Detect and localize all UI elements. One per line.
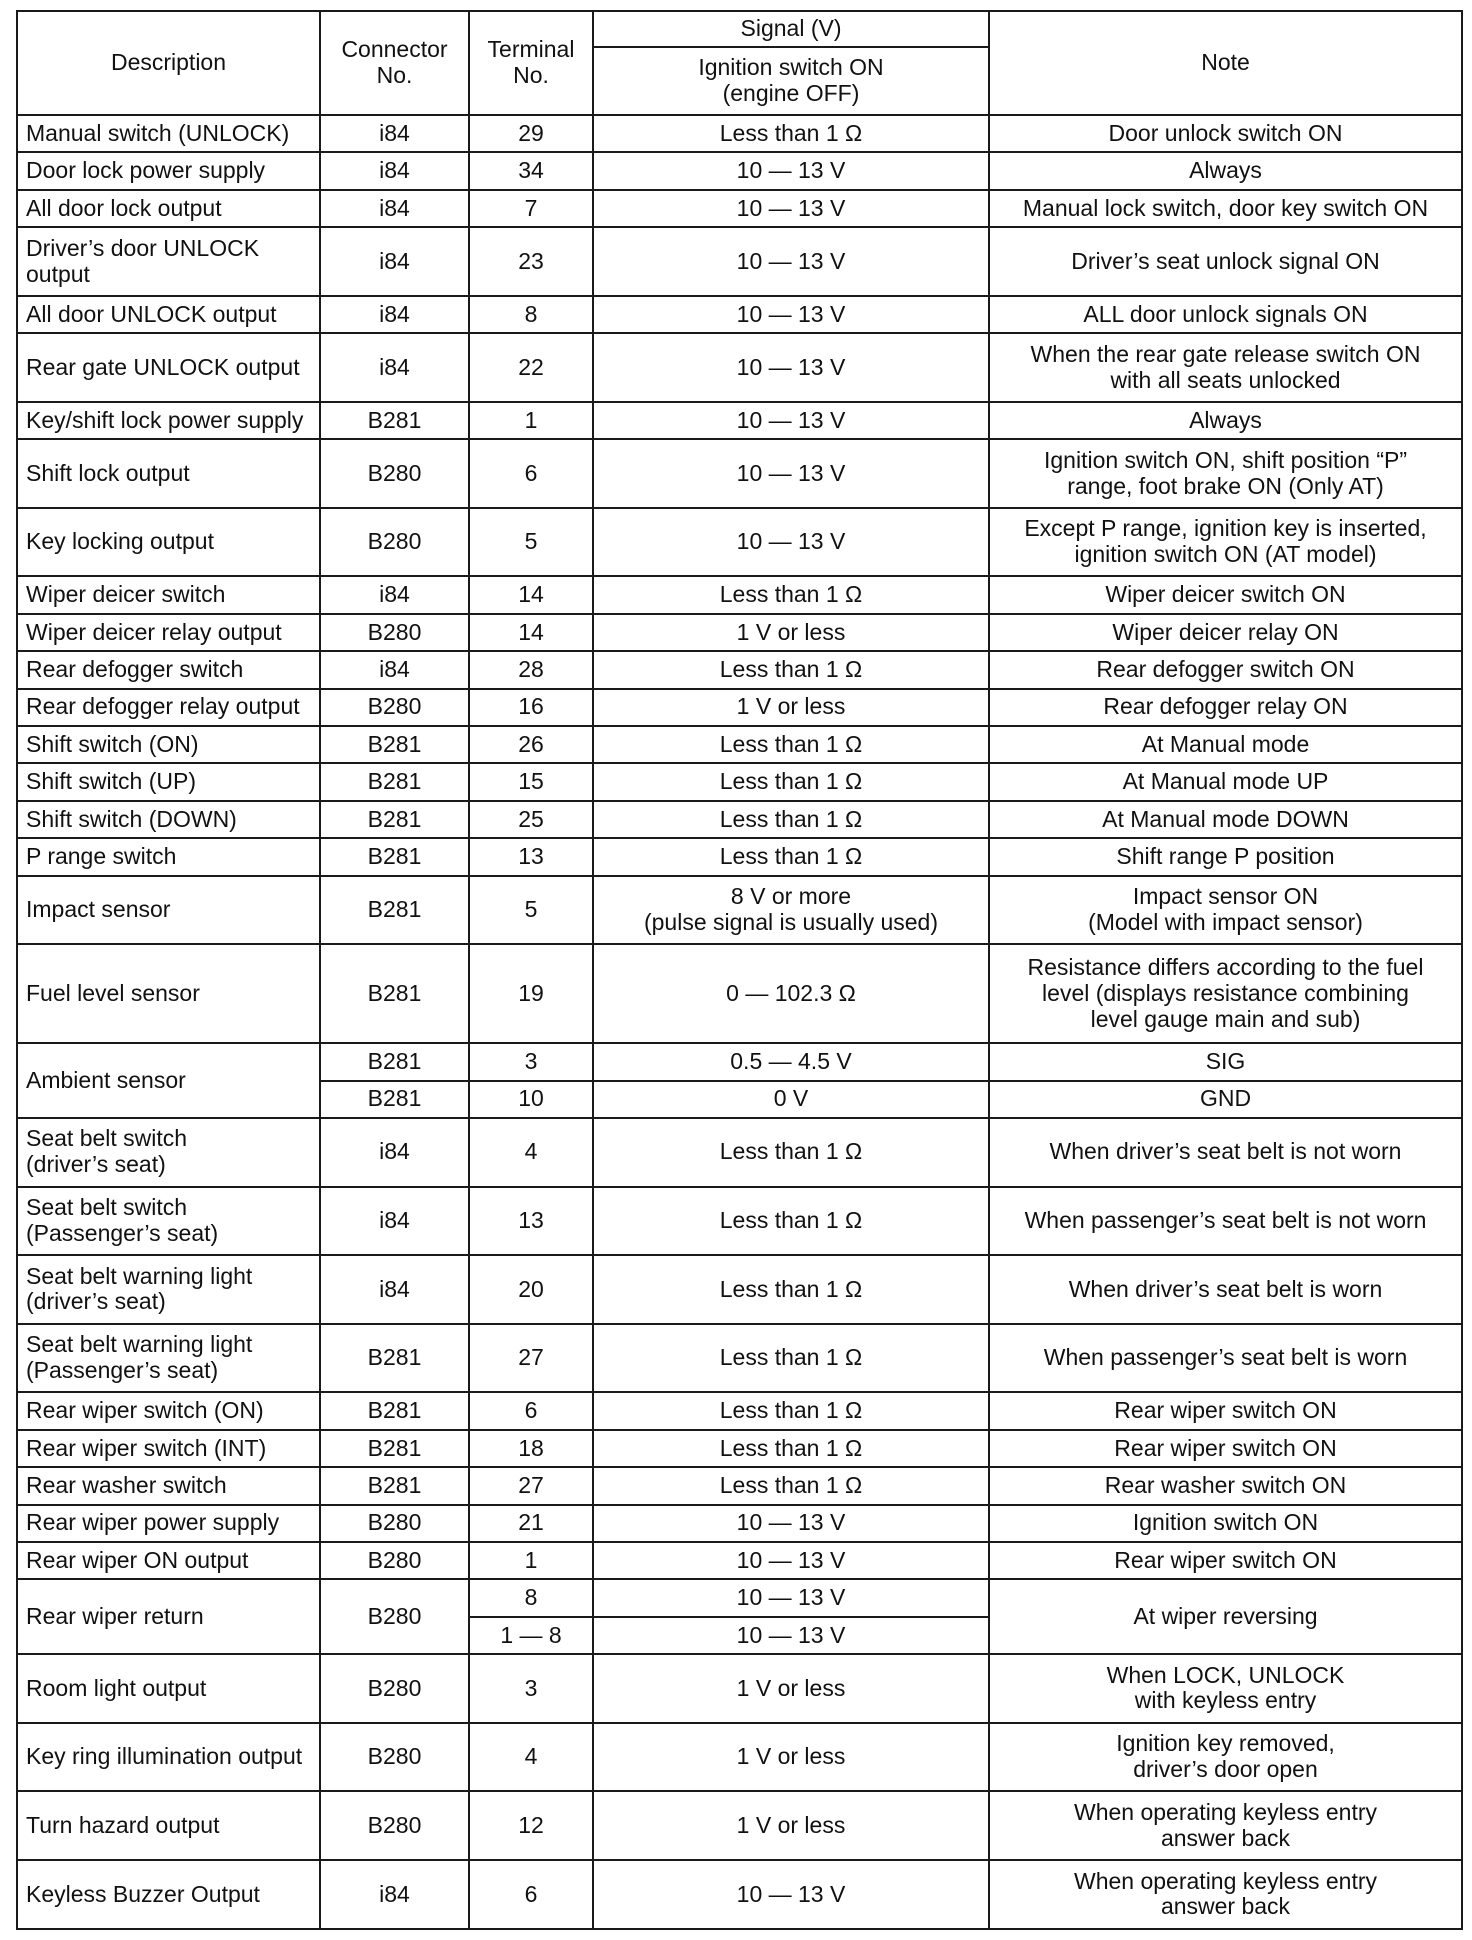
note-cell: Door unlock switch ON <box>989 115 1462 152</box>
table-row <box>17 801 1462 838</box>
terminal-cell: 4 <box>469 1723 593 1792</box>
header-condition: Ignition switch ON (engine OFF) <box>593 47 989 115</box>
note-cell: Rear wiper switch ON <box>989 1392 1462 1429</box>
terminal-cell: 1 — 8 <box>469 1617 593 1654</box>
terminal-cell: 12 <box>469 1791 593 1860</box>
connector-cell: i84 <box>320 152 469 189</box>
description-cell: Shift switch (DOWN) <box>17 801 320 838</box>
signal-cell: 1 V or less <box>593 689 989 726</box>
terminal-cell: 19 <box>469 944 593 1043</box>
signal-cell: 10 — 13 V <box>593 1617 989 1654</box>
note-cell: Wiper deicer switch ON <box>989 576 1462 613</box>
description-cell: All door lock output <box>17 190 320 227</box>
table-row <box>17 1505 1462 1542</box>
terminal-cell: 14 <box>469 576 593 613</box>
terminal-cell: 6 <box>469 1860 593 1929</box>
note-cell: GND <box>989 1081 1462 1118</box>
connector-cell: i84 <box>320 651 469 688</box>
description-cell: Shift lock output <box>17 439 320 508</box>
table-row <box>17 1430 1462 1467</box>
signal-cell: 0 V <box>593 1081 989 1118</box>
terminal-cell: 8 <box>469 1579 593 1616</box>
terminal-cell: 23 <box>469 227 593 296</box>
note-cell: Rear washer switch ON <box>989 1467 1462 1504</box>
signal-cell: 10 — 13 V <box>593 1542 989 1579</box>
signal-cell: Less than 1 Ω <box>593 801 989 838</box>
table-row <box>17 651 1462 688</box>
terminal-cell: 21 <box>469 1505 593 1542</box>
signal-cell: 10 — 13 V <box>593 1579 989 1616</box>
note-cell: SIG <box>989 1043 1462 1080</box>
connector-cell: B281 <box>320 1324 469 1393</box>
signal-cell: Less than 1 Ω <box>593 1118 989 1187</box>
connector-cell: B281 <box>320 801 469 838</box>
table-row <box>17 152 1462 189</box>
connector-cell: i84 <box>320 115 469 152</box>
signal-cell: 10 — 13 V <box>593 402 989 439</box>
description-cell: Wiper deicer switch <box>17 576 320 613</box>
table-row <box>17 333 1462 402</box>
terminal-cell: 3 <box>469 1654 593 1723</box>
description-cell: Seat belt warning light (driver’s seat) <box>17 1255 320 1324</box>
description-cell: Room light output <box>17 1654 320 1723</box>
description-cell: Driver’s door UNLOCK output <box>17 227 320 296</box>
signal-cell: 10 — 13 V <box>593 439 989 508</box>
table-row <box>17 1467 1462 1504</box>
table-row <box>17 508 1462 577</box>
connector-cell: i84 <box>320 1118 469 1187</box>
description-cell: Shift switch (ON) <box>17 726 320 763</box>
terminal-cell: 27 <box>469 1467 593 1504</box>
table-row <box>17 1255 1462 1324</box>
terminal-cell: 15 <box>469 763 593 800</box>
signal-cell: Less than 1 Ω <box>593 1324 989 1393</box>
signal-cell: 0.5 — 4.5 V <box>593 1043 989 1080</box>
description-cell: Turn hazard output <box>17 1791 320 1860</box>
table-row <box>17 190 1462 227</box>
signal-cell: 8 V or more (pulse signal is usually used) <box>593 876 989 945</box>
table-row <box>17 944 1462 1043</box>
description-cell: Fuel level sensor <box>17 944 320 1043</box>
description-cell: Rear defogger switch <box>17 651 320 688</box>
note-cell: Impact sensor ON (Model with impact sensor) <box>989 876 1462 945</box>
signal-cell: Less than 1 Ω <box>593 1392 989 1429</box>
note-cell: Rear defogger relay ON <box>989 689 1462 726</box>
table-row <box>17 1723 1462 1792</box>
connector-cell: B280 <box>320 1505 469 1542</box>
connector-cell: B280 <box>320 689 469 726</box>
connector-cell: B281 <box>320 402 469 439</box>
description-cell: Ambient sensor <box>17 1043 320 1118</box>
table-body <box>17 115 1462 1929</box>
signal-cell: 1 V or less <box>593 1723 989 1792</box>
connector-cell: B281 <box>320 1430 469 1467</box>
terminal-cell: 20 <box>469 1255 593 1324</box>
signal-cell: 10 — 13 V <box>593 152 989 189</box>
header-description: Description <box>17 11 320 115</box>
connector-cell: B280 <box>320 1723 469 1792</box>
connector-cell: B281 <box>320 1467 469 1504</box>
description-cell: All door UNLOCK output <box>17 296 320 333</box>
table-row <box>17 227 1462 296</box>
note-cell: When passenger’s seat belt is worn <box>989 1324 1462 1393</box>
table-row <box>17 439 1462 508</box>
table-row <box>17 1791 1462 1860</box>
description-cell: Key ring illumination output <box>17 1723 320 1792</box>
terminal-cell: 18 <box>469 1430 593 1467</box>
description-cell: Manual switch (UNLOCK) <box>17 115 320 152</box>
signal-spec-table <box>16 10 1463 1930</box>
note-cell: At Manual mode <box>989 726 1462 763</box>
terminal-cell: 10 <box>469 1081 593 1118</box>
note-cell: ALL door unlock signals ON <box>989 296 1462 333</box>
connector-cell: B281 <box>320 1043 469 1080</box>
terminal-cell: 13 <box>469 838 593 875</box>
connector-cell: B281 <box>320 763 469 800</box>
terminal-cell: 22 <box>469 333 593 402</box>
terminal-cell: 27 <box>469 1324 593 1393</box>
terminal-cell: 6 <box>469 1392 593 1429</box>
signal-cell: 1 V or less <box>593 1791 989 1860</box>
signal-cell: 10 — 13 V <box>593 1505 989 1542</box>
description-cell: P range switch <box>17 838 320 875</box>
signal-cell: Less than 1 Ω <box>593 1430 989 1467</box>
terminal-cell: 34 <box>469 152 593 189</box>
signal-cell: 10 — 13 V <box>593 333 989 402</box>
note-cell: Rear defogger switch ON <box>989 651 1462 688</box>
note-cell: When driver’s seat belt is not worn <box>989 1118 1462 1187</box>
description-cell: Rear gate UNLOCK output <box>17 333 320 402</box>
table-row <box>17 1579 1462 1616</box>
signal-cell: Less than 1 Ω <box>593 576 989 613</box>
description-cell: Key/shift lock power supply <box>17 402 320 439</box>
note-cell: Except P range, ignition key is inserted, ignition switch ON (AT model) <box>989 508 1462 577</box>
note-cell: Always <box>989 152 1462 189</box>
description-cell: Rear defogger relay output <box>17 689 320 726</box>
note-cell: Shift range P position <box>989 838 1462 875</box>
table-row <box>17 1324 1462 1393</box>
description-cell: Rear wiper power supply <box>17 1505 320 1542</box>
table-row <box>17 1043 1462 1080</box>
note-cell: Ignition switch ON <box>989 1505 1462 1542</box>
terminal-cell: 5 <box>469 876 593 945</box>
terminal-cell: 1 <box>469 1542 593 1579</box>
table-row <box>17 115 1462 152</box>
note-cell: Rear wiper switch ON <box>989 1542 1462 1579</box>
terminal-cell: 25 <box>469 801 593 838</box>
note-cell: Ignition key removed, driver’s door open <box>989 1723 1462 1792</box>
description-cell: Rear wiper switch (INT) <box>17 1430 320 1467</box>
signal-cell: Less than 1 Ω <box>593 651 989 688</box>
connector-cell: i84 <box>320 333 469 402</box>
header-signal: Signal (V) <box>593 11 989 47</box>
signal-cell: 1 V or less <box>593 1654 989 1723</box>
signal-cell: Less than 1 Ω <box>593 115 989 152</box>
signal-cell: 10 — 13 V <box>593 508 989 577</box>
description-cell: Rear wiper ON output <box>17 1542 320 1579</box>
terminal-cell: 1 <box>469 402 593 439</box>
terminal-cell: 16 <box>469 689 593 726</box>
connector-cell: i84 <box>320 190 469 227</box>
description-cell: Rear washer switch <box>17 1467 320 1504</box>
description-cell: Keyless Buzzer Output <box>17 1860 320 1929</box>
note-cell: When operating keyless entry answer back <box>989 1791 1462 1860</box>
table-row <box>17 576 1462 613</box>
connector-cell: B280 <box>320 508 469 577</box>
note-cell: When LOCK, UNLOCK with keyless entry <box>989 1654 1462 1723</box>
note-cell: At wiper reversing <box>989 1579 1462 1654</box>
signal-cell: Less than 1 Ω <box>593 1255 989 1324</box>
note-cell: When the rear gate release switch ON with all seats unlocked <box>989 333 1462 402</box>
description-cell: Seat belt warning light (Passenger’s seat) <box>17 1324 320 1393</box>
connector-cell: i84 <box>320 576 469 613</box>
description-cell: Rear wiper return <box>17 1579 320 1654</box>
signal-cell: 1 V or less <box>593 614 989 651</box>
signal-cell: Less than 1 Ω <box>593 726 989 763</box>
connector-cell: i84 <box>320 1187 469 1256</box>
description-cell: Seat belt switch (Passenger’s seat) <box>17 1187 320 1256</box>
note-cell: When driver’s seat belt is worn <box>989 1255 1462 1324</box>
description-cell: Rear wiper switch (ON) <box>17 1392 320 1429</box>
table-row <box>17 614 1462 651</box>
terminal-cell: 28 <box>469 651 593 688</box>
connector-cell: B280 <box>320 614 469 651</box>
connector-cell: B280 <box>320 1654 469 1723</box>
connector-cell: B280 <box>320 439 469 508</box>
signal-cell: 10 — 13 V <box>593 190 989 227</box>
table-row <box>17 1654 1462 1723</box>
signal-cell: Less than 1 Ω <box>593 763 989 800</box>
connector-cell: i84 <box>320 1255 469 1324</box>
header-note: Note <box>989 11 1462 115</box>
note-cell: At Manual mode DOWN <box>989 801 1462 838</box>
connector-cell: B281 <box>320 876 469 945</box>
connector-cell: i84 <box>320 296 469 333</box>
signal-cell: Less than 1 Ω <box>593 1187 989 1256</box>
header-connector: Connector No. <box>320 11 469 115</box>
table-row <box>17 1860 1462 1929</box>
note-cell: Resistance differs according to the fuel level (displays resistance combining level gauge main and sub) <box>989 944 1462 1043</box>
connector-cell: i84 <box>320 227 469 296</box>
terminal-cell: 26 <box>469 726 593 763</box>
table-row <box>17 838 1462 875</box>
table-row <box>17 1187 1462 1256</box>
terminal-cell: 13 <box>469 1187 593 1256</box>
terminal-cell: 4 <box>469 1118 593 1187</box>
note-cell: At Manual mode UP <box>989 763 1462 800</box>
signal-cell: 10 — 13 V <box>593 1860 989 1929</box>
signal-cell: 10 — 13 V <box>593 296 989 333</box>
note-cell: When operating keyless entry answer back <box>989 1860 1462 1929</box>
connector-cell: B281 <box>320 1392 469 1429</box>
description-cell: Wiper deicer relay output <box>17 614 320 651</box>
note-cell: Rear wiper switch ON <box>989 1430 1462 1467</box>
terminal-cell: 8 <box>469 296 593 333</box>
note-cell: Always <box>989 402 1462 439</box>
note-cell: Driver’s seat unlock signal ON <box>989 227 1462 296</box>
table-row <box>17 1392 1462 1429</box>
table-row <box>17 402 1462 439</box>
table-row <box>17 763 1462 800</box>
connector-cell: B281 <box>320 944 469 1043</box>
description-cell: Key locking output <box>17 508 320 577</box>
connector-cell: B280 <box>320 1791 469 1860</box>
connector-cell: B281 <box>320 1081 469 1118</box>
note-cell: Ignition switch ON, shift position “P” range, foot brake ON (Only AT) <box>989 439 1462 508</box>
connector-cell: B280 <box>320 1542 469 1579</box>
terminal-cell: 3 <box>469 1043 593 1080</box>
signal-cell: Less than 1 Ω <box>593 838 989 875</box>
note-cell: When passenger’s seat belt is not worn <box>989 1187 1462 1256</box>
terminal-cell: 6 <box>469 439 593 508</box>
table-row <box>17 296 1462 333</box>
terminal-cell: 7 <box>469 190 593 227</box>
terminal-cell: 5 <box>469 508 593 577</box>
connector-cell: i84 <box>320 1860 469 1929</box>
terminal-cell: 14 <box>469 614 593 651</box>
header-terminal: Terminal No. <box>469 11 593 115</box>
table-row <box>17 1542 1462 1579</box>
description-cell: Shift switch (UP) <box>17 763 320 800</box>
description-cell: Seat belt switch (driver’s seat) <box>17 1118 320 1187</box>
table-row <box>17 1118 1462 1187</box>
signal-cell: 0 — 102.3 Ω <box>593 944 989 1043</box>
description-cell: Door lock power supply <box>17 152 320 189</box>
note-cell: Manual lock switch, door key switch ON <box>989 190 1462 227</box>
table-row <box>17 876 1462 945</box>
table-row <box>17 726 1462 763</box>
connector-cell: B280 <box>320 1579 469 1654</box>
connector-cell: B281 <box>320 726 469 763</box>
table-row <box>17 689 1462 726</box>
terminal-cell: 29 <box>469 115 593 152</box>
connector-cell: B281 <box>320 838 469 875</box>
header-row-1 <box>17 11 1462 47</box>
signal-cell: 10 — 13 V <box>593 227 989 296</box>
signal-cell: Less than 1 Ω <box>593 1467 989 1504</box>
note-cell: Wiper deicer relay ON <box>989 614 1462 651</box>
description-cell: Impact sensor <box>17 876 320 945</box>
